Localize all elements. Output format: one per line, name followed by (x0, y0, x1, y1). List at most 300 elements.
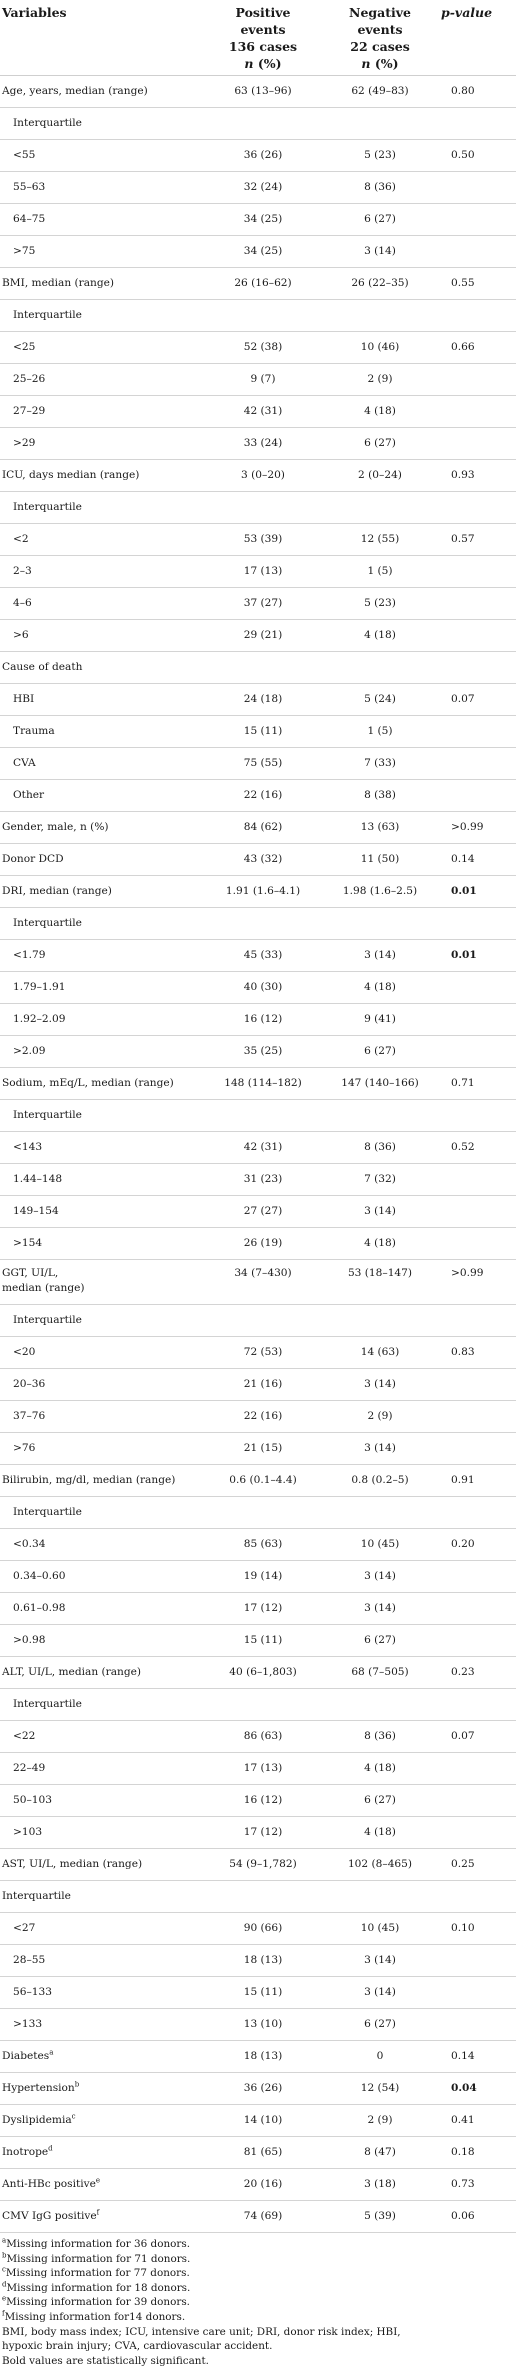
pvalue-cell: 0.25 (439, 1849, 516, 1881)
negative-events-cell: 4 (18) (321, 1228, 439, 1260)
table-row (0, 300, 516, 332)
row-label-text: 4–6 (13, 597, 32, 609)
negative-events-cell: 3 (14) (321, 940, 439, 972)
row-label-text: 0.61–0.98 (13, 1602, 66, 1614)
negative-events-cell: 53 (18–147) (321, 1260, 439, 1305)
positive-events-cell: 45 (33) (205, 940, 321, 972)
pvalue-cell (439, 1004, 516, 1036)
footnote-text: Bold values are statistically significant. (2, 2354, 209, 2367)
row-label (0, 1132, 205, 1164)
positive-events-cell: 22 (16) (205, 780, 321, 812)
table-row (0, 1004, 516, 1036)
row-label (0, 1529, 205, 1561)
footnote-marker: f (96, 2208, 100, 2217)
footnote-text: Missing information for 77 donors. (5, 2267, 190, 2280)
positive-events-cell: 15 (11) (205, 1977, 321, 2009)
positive-events-cell: 85 (63) (205, 1529, 321, 1561)
row-label-text: Hypertension (2, 2082, 75, 2094)
positive-events-cell: 14 (10) (205, 2105, 321, 2137)
positive-events-cell: 22 (16) (205, 1401, 321, 1433)
row-label (0, 2105, 205, 2137)
pvalue-cell: 0.71 (439, 1068, 516, 1100)
positive-events-cell (205, 108, 321, 140)
row-label-text: <143 (13, 1141, 43, 1153)
pvalue-cell: 0.14 (439, 2041, 516, 2073)
negative-events-cell: 26 (22–35) (321, 268, 439, 300)
row-label (0, 492, 205, 524)
pvalue-cell: 0.20 (439, 1529, 516, 1561)
row-label-text: Interquartile (13, 1314, 82, 1326)
negative-events-cell: 2 (9) (321, 2105, 439, 2137)
table-row (0, 972, 516, 1004)
negative-events-cell: 14 (63) (321, 1337, 439, 1369)
negative-events-cell: 4 (18) (321, 972, 439, 1004)
table-row (0, 1100, 516, 1132)
footnote-marker: d (48, 2144, 53, 2153)
row-label-text: 56–133 (13, 1986, 52, 1998)
negative-events-cell: 12 (54) (321, 2073, 439, 2105)
pvalue-cell (439, 1036, 516, 1068)
row-label (0, 332, 205, 364)
positive-events-cell: 34 (25) (205, 236, 321, 268)
table-row (0, 684, 516, 716)
row-label (0, 2137, 205, 2169)
row-label (0, 684, 205, 716)
table-row (0, 236, 516, 268)
table-row (0, 396, 516, 428)
footnote-line (2, 2266, 516, 2281)
negative-events-cell: 5 (23) (321, 588, 439, 620)
row-label-text: 55–63 (13, 181, 46, 193)
row-label (0, 1849, 205, 1881)
row-label-text: 50–103 (13, 1794, 52, 1806)
pvalue-cell: 0.73 (439, 2169, 516, 2201)
table-row (0, 1465, 516, 1497)
positive-events-cell: 9 (7) (205, 364, 321, 396)
pvalue-cell (439, 748, 516, 780)
positive-events-cell: 33 (24) (205, 428, 321, 460)
pvalue-cell (439, 716, 516, 748)
row-label (0, 1817, 205, 1849)
header-negative-line3: 22 cases (350, 39, 410, 54)
negative-events-cell: 3 (14) (321, 1433, 439, 1465)
row-label-text: Cause of death (2, 661, 83, 673)
negative-events-cell: 11 (50) (321, 844, 439, 876)
row-label (0, 1689, 205, 1721)
table-row (0, 1260, 516, 1305)
table-row (0, 1689, 516, 1721)
positive-events-cell: 16 (12) (205, 1004, 321, 1036)
header-negative-n: n (361, 56, 371, 71)
positive-events-cell: 81 (65) (205, 2137, 321, 2169)
row-label-text: GGT, UI/L, (2, 1267, 59, 1279)
table-row (0, 1849, 516, 1881)
row-label-text: Bilirubin, mg/dl, median (range) (2, 1474, 176, 1486)
pvalue-cell (439, 1228, 516, 1260)
table-row (0, 1228, 516, 1260)
footnote-marker: b (2, 2251, 7, 2260)
footnote-line (2, 2339, 516, 2354)
table-row (0, 748, 516, 780)
positive-events-cell: 148 (114–182) (205, 1068, 321, 1100)
table-row (0, 2137, 516, 2169)
negative-events-cell (321, 1305, 439, 1337)
table-row (0, 588, 516, 620)
positive-events-cell (205, 492, 321, 524)
row-label-text: Dyslipidemia (2, 2114, 72, 2126)
footnote-marker: a (2, 2236, 7, 2245)
row-label-text: <20 (13, 1346, 36, 1358)
pvalue-cell: 0.41 (439, 2105, 516, 2137)
negative-events-cell: 6 (27) (321, 204, 439, 236)
pvalue-cell (439, 556, 516, 588)
header-positive-line4 (207, 55, 319, 72)
negative-events-cell (321, 1881, 439, 1913)
positive-events-cell: 15 (11) (205, 1625, 321, 1657)
pvalue-cell (439, 780, 516, 812)
pvalue-cell (439, 396, 516, 428)
row-label (0, 1625, 205, 1657)
row-label (0, 76, 205, 108)
table-row (0, 1068, 516, 1100)
negative-events-cell: 2 (0–24) (321, 460, 439, 492)
row-label (0, 876, 205, 908)
row-label-text: 149–154 (13, 1205, 59, 1217)
table-row (0, 2009, 516, 2041)
positive-events-cell: 54 (9–1,782) (205, 1849, 321, 1881)
row-label-text: <55 (13, 149, 36, 161)
pvalue-cell (439, 1497, 516, 1529)
negative-events-cell (321, 1100, 439, 1132)
row-label-text: HBI (13, 693, 35, 705)
negative-events-cell (321, 1689, 439, 1721)
row-label-text: DRI, median (range) (2, 885, 112, 897)
positive-events-cell: 36 (26) (205, 2073, 321, 2105)
row-label (0, 1369, 205, 1401)
row-label (0, 428, 205, 460)
table-row (0, 108, 516, 140)
positive-events-cell: 0.6 (0.1–4.4) (205, 1465, 321, 1497)
table-row (0, 2105, 516, 2137)
pvalue-cell (439, 492, 516, 524)
positive-events-cell (205, 300, 321, 332)
pvalue-cell (439, 1977, 516, 2009)
positive-events-cell: 90 (66) (205, 1913, 321, 1945)
positive-events-cell: 34 (7–430) (205, 1260, 321, 1305)
negative-events-cell: 0 (321, 2041, 439, 2073)
row-label (0, 1657, 205, 1689)
row-label-text: AST, UI/L, median (range) (2, 1858, 143, 1870)
pvalue-cell (439, 364, 516, 396)
pvalue-cell (439, 1369, 516, 1401)
negative-events-cell: 3 (14) (321, 1561, 439, 1593)
row-label (0, 588, 205, 620)
table-row (0, 2041, 516, 2073)
header-negative-events (321, 0, 439, 76)
pvalue-cell (439, 620, 516, 652)
table-row (0, 460, 516, 492)
negative-events-cell: 8 (38) (321, 780, 439, 812)
positive-events-cell: 13 (10) (205, 2009, 321, 2041)
negative-events-cell: 4 (18) (321, 1753, 439, 1785)
footnote-marker: c (71, 2112, 76, 2121)
footnote-line (2, 2310, 516, 2325)
positive-events-cell: 26 (16–62) (205, 268, 321, 300)
row-label-text: >0.98 (13, 1634, 46, 1646)
header-positive-events (205, 0, 321, 76)
positive-events-cell (205, 1100, 321, 1132)
pvalue-cell: 0.06 (439, 2201, 516, 2233)
row-label-text: CVA (13, 757, 36, 769)
positive-events-cell: 34 (25) (205, 204, 321, 236)
header-negative-line4 (323, 55, 437, 72)
table-footnotes (0, 2233, 516, 2368)
row-label-text: Inotrope (2, 2146, 49, 2158)
row-label-text: CMV IgG positive (2, 2210, 97, 2222)
positive-events-cell: 16 (12) (205, 1785, 321, 1817)
negative-events-cell: 6 (27) (321, 428, 439, 460)
row-label (0, 2073, 205, 2105)
pvalue-cell: 0.01 (439, 940, 516, 972)
pvalue-cell (439, 1196, 516, 1228)
table-row (0, 364, 516, 396)
table-row (0, 1305, 516, 1337)
negative-events-cell (321, 300, 439, 332)
positive-events-cell: 32 (24) (205, 172, 321, 204)
negative-events-cell: 4 (18) (321, 620, 439, 652)
row-label-text: Other (13, 789, 45, 801)
footnote-marker: e (95, 2176, 101, 2185)
negative-events-cell: 6 (27) (321, 1785, 439, 1817)
table-row (0, 652, 516, 684)
row-label-text: Trauma (13, 725, 55, 737)
header-negative-pct: (%) (374, 56, 399, 71)
row-label (0, 108, 205, 140)
table-row (0, 2073, 516, 2105)
table-row (0, 940, 516, 972)
header-positive-line3: 136 cases (228, 39, 298, 54)
table-row (0, 492, 516, 524)
row-label (0, 2201, 205, 2233)
pvalue-cell: >0.99 (439, 1260, 516, 1305)
pvalue-cell: 0.10 (439, 1913, 516, 1945)
row-label-text: Interquartile (13, 309, 82, 321)
table-row (0, 1036, 516, 1068)
pvalue-cell: 0.04 (439, 2073, 516, 2105)
pvalue-cell (439, 1561, 516, 1593)
row-label (0, 1004, 205, 1036)
pvalue-cell (439, 108, 516, 140)
row-label (0, 2169, 205, 2201)
table-row (0, 1529, 516, 1561)
row-label (0, 1433, 205, 1465)
footnote-marker: d (2, 2280, 7, 2289)
row-label (0, 1977, 205, 2009)
table-row (0, 844, 516, 876)
row-label-text: 20–36 (13, 1378, 46, 1390)
positive-events-cell: 35 (25) (205, 1036, 321, 1068)
table-row (0, 908, 516, 940)
pvalue-cell: 0.66 (439, 332, 516, 364)
table-row (0, 1561, 516, 1593)
pvalue-cell: 0.93 (439, 460, 516, 492)
positive-events-cell: 42 (31) (205, 1132, 321, 1164)
negative-events-cell: 68 (7–505) (321, 1657, 439, 1689)
footnote-text: Missing information for 36 donors. (6, 2238, 191, 2250)
negative-events-cell: 1.98 (1.6–2.5) (321, 876, 439, 908)
row-label (0, 1497, 205, 1529)
row-label (0, 812, 205, 844)
pvalue-cell (439, 908, 516, 940)
row-label-text: >2.09 (13, 1045, 46, 1057)
row-label-text: ALT, UI/L, median (range) (2, 1666, 142, 1678)
positive-events-cell: 3 (0–20) (205, 460, 321, 492)
negative-events-cell: 1 (5) (321, 556, 439, 588)
positive-events-cell: 17 (13) (205, 556, 321, 588)
negative-events-cell: 7 (32) (321, 1164, 439, 1196)
pvalue-cell: 0.57 (439, 524, 516, 556)
row-label-text: >75 (13, 245, 36, 257)
footnote-text: Missing information for14 donors. (4, 2310, 186, 2323)
row-label (0, 1401, 205, 1433)
negative-events-cell: 3 (14) (321, 1945, 439, 1977)
pvalue-cell (439, 2009, 516, 2041)
negative-events-cell: 147 (140–166) (321, 1068, 439, 1100)
table-row (0, 1401, 516, 1433)
positive-events-cell: 18 (13) (205, 2041, 321, 2073)
positive-events-cell: 29 (21) (205, 620, 321, 652)
negative-events-cell: 10 (45) (321, 1529, 439, 1561)
row-label (0, 1068, 205, 1100)
table-row (0, 2169, 516, 2201)
footnote-marker: c (2, 2265, 6, 2274)
row-label (0, 1100, 205, 1132)
pvalue-cell (439, 1625, 516, 1657)
negative-events-cell: 3 (14) (321, 1593, 439, 1625)
header-positive-line1: Positive (235, 5, 291, 20)
pvalue-cell: 0.18 (439, 2137, 516, 2169)
negative-events-cell (321, 1497, 439, 1529)
negative-events-cell: 9 (41) (321, 1004, 439, 1036)
row-label-text: >133 (13, 2018, 43, 2030)
positive-events-cell (205, 1881, 321, 1913)
footnote-line (2, 2325, 516, 2340)
negative-events-cell: 8 (36) (321, 1721, 439, 1753)
negative-events-cell: 6 (27) (321, 2009, 439, 2041)
pvalue-cell (439, 1433, 516, 1465)
table-row (0, 1593, 516, 1625)
table-row (0, 1881, 516, 1913)
negative-events-cell (321, 908, 439, 940)
footnote-marker: f (2, 2309, 5, 2318)
row-label (0, 908, 205, 940)
pvalue-cell (439, 1753, 516, 1785)
table-row (0, 1913, 516, 1945)
pvalue-cell (439, 300, 516, 332)
row-label-text: >76 (13, 1442, 36, 1454)
row-label (0, 620, 205, 652)
footnote-line (2, 2281, 516, 2296)
table-row (0, 1657, 516, 1689)
row-label (0, 1228, 205, 1260)
row-label (0, 1753, 205, 1785)
header-positive-n: n (244, 56, 254, 71)
pvalue-cell (439, 428, 516, 460)
table-row (0, 1164, 516, 1196)
negative-events-cell: 3 (14) (321, 1977, 439, 2009)
pvalue-cell: 0.83 (439, 1337, 516, 1369)
positive-events-cell: 21 (15) (205, 1433, 321, 1465)
table-row (0, 524, 516, 556)
table-row (0, 1785, 516, 1817)
row-label (0, 1913, 205, 1945)
positive-events-cell: 42 (31) (205, 396, 321, 428)
table-row (0, 1625, 516, 1657)
row-label (0, 1593, 205, 1625)
pvalue-cell (439, 588, 516, 620)
pvalue-cell: 0.14 (439, 844, 516, 876)
row-label-text: Sodium, mEq/L, median (range) (2, 1077, 174, 1089)
positive-events-cell: 15 (11) (205, 716, 321, 748)
row-label (0, 972, 205, 1004)
row-label-text: Gender, male, n (%) (2, 821, 109, 833)
negative-events-cell: 62 (49–83) (321, 76, 439, 108)
footnote-marker: b (74, 2080, 80, 2089)
table-row (0, 876, 516, 908)
footnote-text: Missing information for 39 donors. (6, 2296, 190, 2309)
negative-events-cell: 2 (9) (321, 364, 439, 396)
row-label-text: <1.79 (13, 949, 46, 961)
positive-events-cell: 20 (16) (205, 2169, 321, 2201)
row-label (0, 1260, 205, 1305)
positive-events-cell: 52 (38) (205, 332, 321, 364)
negative-events-cell: 10 (46) (321, 332, 439, 364)
positive-events-cell: 84 (62) (205, 812, 321, 844)
positive-events-cell: 17 (12) (205, 1593, 321, 1625)
negative-events-cell: 4 (18) (321, 1817, 439, 1849)
footnote-line (2, 2252, 516, 2267)
row-label (0, 524, 205, 556)
footnote-marker: a (49, 2048, 54, 2057)
row-label-text: Interquartile (2, 1890, 71, 1902)
header-pvalue-text: p-value (441, 5, 493, 20)
negative-events-cell: 10 (45) (321, 1913, 439, 1945)
header-negative-line1: Negative (349, 5, 411, 20)
negative-events-cell (321, 492, 439, 524)
negative-events-cell: 5 (23) (321, 140, 439, 172)
row-label (0, 716, 205, 748)
table-row (0, 812, 516, 844)
table-row (0, 268, 516, 300)
positive-events-cell: 21 (16) (205, 1369, 321, 1401)
pvalue-cell: 0.07 (439, 684, 516, 716)
table-row (0, 204, 516, 236)
row-label (0, 1721, 205, 1753)
positive-events-cell: 19 (14) (205, 1561, 321, 1593)
negative-events-cell: 1 (5) (321, 716, 439, 748)
footnote-marker: e (2, 2294, 7, 2303)
positive-events-cell (205, 1497, 321, 1529)
row-label-text: <27 (13, 1922, 36, 1934)
pvalue-cell: >0.99 (439, 812, 516, 844)
row-label-text: >29 (13, 437, 36, 449)
positive-events-cell: 37 (27) (205, 588, 321, 620)
pvalue-cell: 0.07 (439, 1721, 516, 1753)
negative-events-cell: 3 (14) (321, 1196, 439, 1228)
negative-events-cell: 12 (55) (321, 524, 439, 556)
positive-events-cell: 18 (13) (205, 1945, 321, 1977)
row-label-text: Diabetes (2, 2050, 50, 2062)
